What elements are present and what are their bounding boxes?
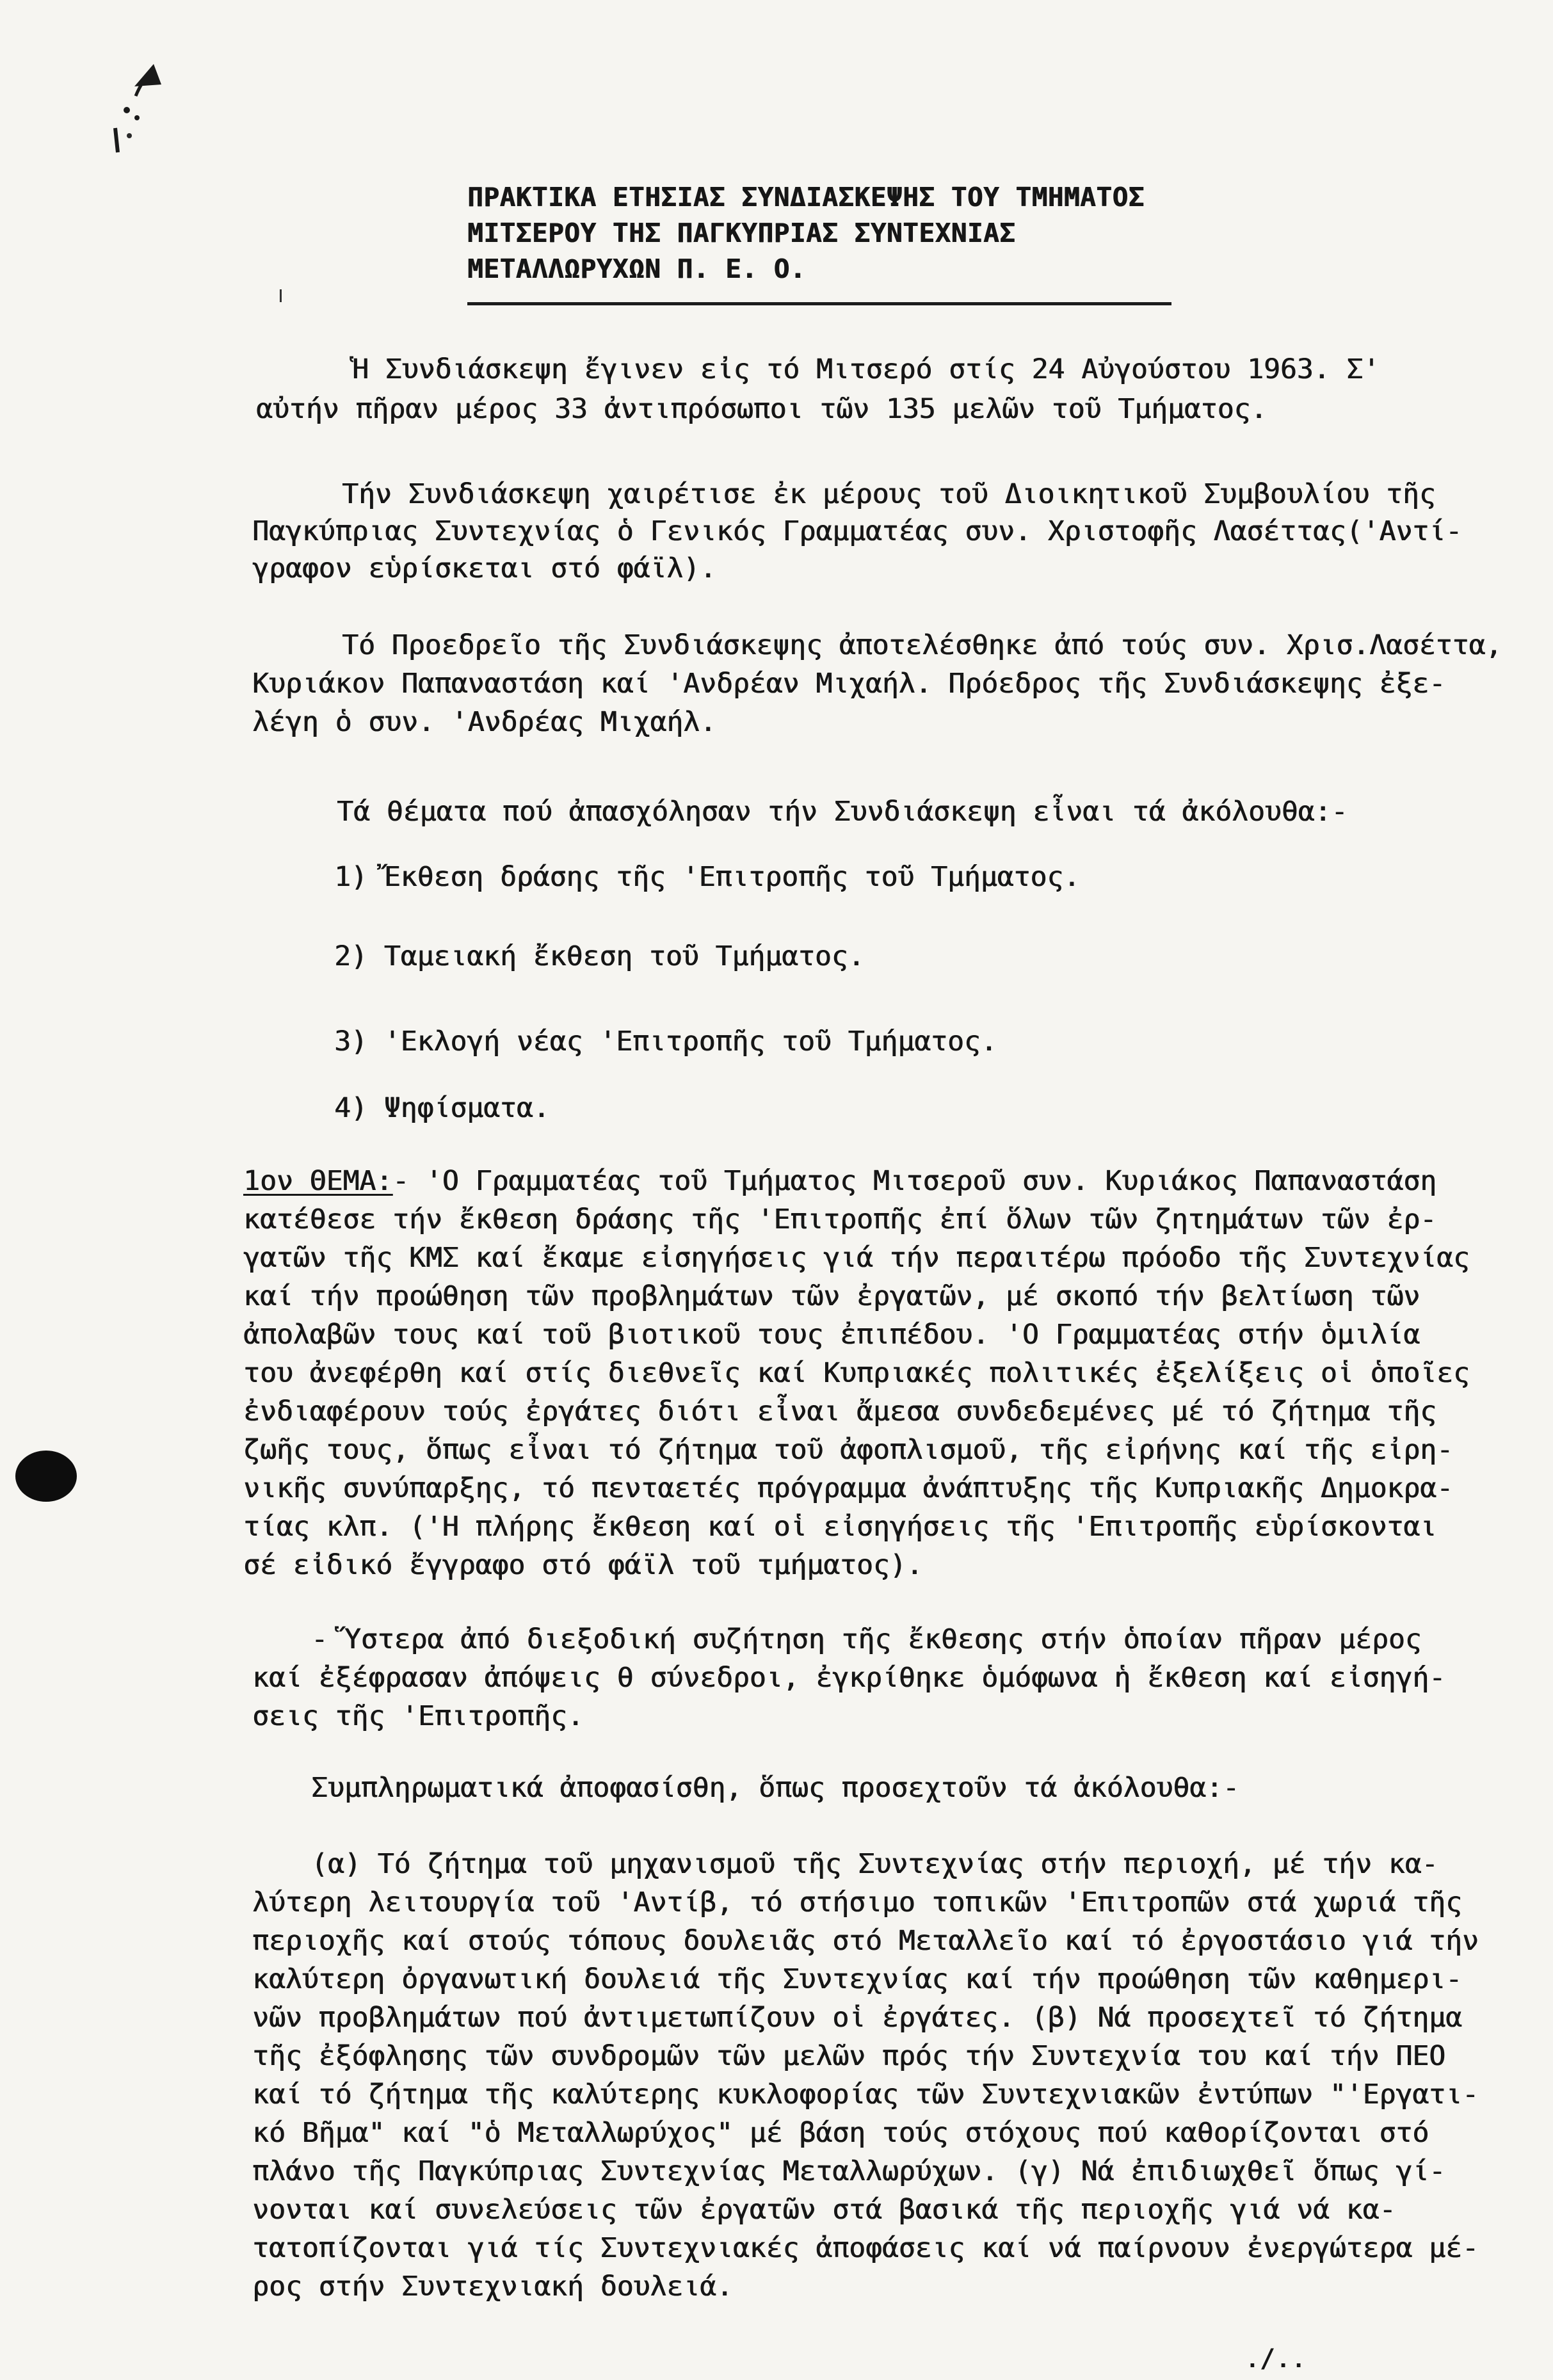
text-line	[243, 1162, 1470, 1200]
agenda-item: 1) Ἔκθεση δράσης τῆς 'Επιτροπῆς τοῦ Τμήματος.	[334, 861, 1080, 893]
text-line: καί τό ζήτημα τῆς καλύτερης κυκλοφορίας τῶν Συντεχνιακῶν ἐντύπων "'Εργατι-	[252, 2078, 1479, 2111]
text-line: Τό Προεδρεῖο τῆς Συνδιάσκεψης ἀποτελέσθηκε ἀπό τούς συν. Χρισ.Λασέττα,	[342, 629, 1502, 661]
text-line: ζωῆς τους, ὅπως εἶναι τό ζήτημα τοῦ ἀφοπλισμοῦ, τῆς εἰρήνης καί τῆς εἰρη-	[243, 1434, 1453, 1466]
text-line: - Ὕστερα ἀπό διεξοδική συζήτηση τῆς ἔκθεσης στήν ὁποίαν πῆραν μέρος	[311, 1623, 1422, 1655]
text-line: Κυριάκον Παπαναστάση καί 'Ανδρέαν Μιχαήλ. Πρόεδρος τῆς Συνδιάσκεψης ἐξε-	[252, 668, 1445, 700]
text-line: γραφον εὑρίσκεται στό φάϊλ).	[252, 552, 716, 584]
supplementary-intro	[311, 1769, 1239, 1807]
text-line: λύτερη λειτουργία τοῦ 'Αντίβ, τό στήσιμο τοπικῶν 'Επιτροπῶν στά χωριά τῆς	[252, 1886, 1462, 1918]
title-line: ΜΕΤΑΛΛΩΡΥΧΩΝ Π. Ε. Ο.	[467, 253, 806, 284]
text-line-content: - 'Ο Γραμματέας τοῦ Τμήματος Μιτσεροῦ συν. Κυριάκος Παπαναστάση	[392, 1165, 1436, 1197]
agenda-item: 4) Ψηφίσματα.	[334, 1092, 550, 1124]
text-line: νῶν προβλημάτων πού ἀντιμετωπίζουν οἱ ἐργάτες. (β) Νά προσεχτεῖ τό ζήτημα	[252, 2002, 1462, 2034]
title-line: ΜΙΤΣΕΡΟΥ ΤΗΣ ΠΑΓΚΥΠΡΙΑΣ ΣΥΝΤΕΧΝΙΑΣ	[467, 218, 1016, 248]
text-line: τίας κλπ. ('Η πλήρης ἔκθεση καί οἱ εἰσηγήσεις τῆς 'Επιτροπῆς εὑρίσκονται	[243, 1511, 1436, 1543]
text-line: Ἡ Συνδιάσκεψη ἔγινεν εἰς τό Μιτσερό στίς 24 Αὐγούστου 1963. Σ'	[352, 353, 1380, 385]
text-line: νονται καί συνελεύσεις τῶν ἐργατῶν στά βασικά τῆς περιοχῆς γιά νά κα-	[252, 2194, 1396, 2226]
continuation-mark	[1244, 2344, 1306, 2374]
decisions-paragraph	[252, 1845, 1479, 2306]
text-line: σεις τῆς 'Επιτροπῆς.	[252, 1700, 584, 1732]
title-underline	[467, 302, 1171, 305]
agenda-intro	[337, 792, 1348, 831]
topic-one-label: 1ον ΘΕΜΑ:	[243, 1165, 392, 1197]
text-line: ἐνδιαφέρουν τούς ἐργάτες διότι εἶναι ἄμεσα συνδεδεμένες μέ τό ζήτημα τῆς	[243, 1395, 1436, 1427]
text-line: κό Βῆμα" καί "ὁ Μεταλλωρύχος" μέ βάση τούς στόχους πού καθορίζονται στό	[252, 2117, 1429, 2149]
text-line: του ἀνεφέρθη καί στίς διεθνεῖς καί Κυπριακές πολιτικές ἐξελίξεις οἱ ὁποῖες	[243, 1357, 1470, 1389]
text-line: (α) Τό ζήτημα τοῦ μηχανισμοῦ τῆς Συντεχνίας στήν περιοχή, μέ τήν κα-	[311, 1848, 1438, 1880]
text-line: περιοχῆς καί στούς τόπους δουλειᾶς στό Μεταλλεῖο καί τό ἐργοστάσιο γιά τήν	[252, 1925, 1479, 1957]
text-line: τῆς ἐξόφλησης τῶν συνδρομῶν τῶν μελῶν πρός τήν Συντεχνία του καί τήν ΠΕΟ	[252, 2040, 1445, 2072]
margin-scribble	[90, 51, 192, 166]
text-line: ρος στήν Συντεχνιακή δουλειά.	[252, 2271, 733, 2303]
greeting-paragraph	[252, 476, 1462, 587]
text-line: Παγκύπριας Συντεχνίας ὁ Γενικός Γραμματέας συν. Χριστοφῆς Λασέττας('Αντί-	[252, 515, 1462, 547]
presidium-paragraph	[252, 626, 1502, 741]
intro-paragraph	[256, 350, 1380, 429]
stray-mark	[280, 289, 282, 302]
ink-blot	[13, 1448, 79, 1504]
topic-one-section	[243, 1162, 1470, 1584]
text-line: Συμπληρωματικά ἀποφασίσθη, ὅπως προσεχτοῦν τά ἀκόλουθα:-	[311, 1772, 1239, 1804]
text-line: καλύτερη ὀργανωτική δουλειά τῆς Συντεχνίας καί τήν προώθηση τῶν καθημερι-	[252, 1963, 1462, 1995]
text-line: τατοπίζονται γιά τίς Συντεχνιακές ἀποφάσεις καί νά παίρνουν ἐνεργώτερα μέ-	[252, 2232, 1479, 2264]
text-line: καί ἐξέφρασαν ἀπόψεις θ σύνεδροι, ἐγκρίθηκε ὁμόφωνα ἡ ἔκθεση καί εἰσηγή-	[252, 1662, 1445, 1694]
document-title	[467, 179, 1145, 287]
text-line: γατῶν τῆς ΚΜΣ καί ἔκαμε εἰσηγήσεις γιά τήν περαιτέρω πρόοδο τῆς Συντεχνίας	[243, 1242, 1470, 1274]
title-line: ΠΡΑΚΤΙΚΑ ΕΤΗΣΙΑΣ ΣΥΝΔΙΑΣΚΕΨΗΣ ΤΟΥ ΤΜΗΜΑΤΟΣ	[467, 182, 1145, 213]
text-line: αὐτήν πῆραν μέρος 33 ἀντιπρόσωποι τῶν 135 μελῶν τοῦ Τμήματος.	[256, 393, 1267, 425]
text-line: Τήν Συνδιάσκεψη χαιρέτισε ἐκ μέρους τοῦ Διοικητικοῦ Συμβουλίου τῆς	[342, 478, 1436, 510]
agenda-item: 3) 'Εκλογή νέας 'Επιτροπῆς τοῦ Τμήματος.	[334, 1025, 997, 1057]
text-line: νικῆς συνύπαρξης, τό πενταετές πρόγραμμα ἀνάπτυξης τῆς Κυπριακῆς Δημοκρα-	[243, 1472, 1453, 1504]
text-line: Τά θέματα πού ἀπασχόλησαν τήν Συνδιάσκεψη εἶναι τά ἀκόλουθα:-	[337, 796, 1348, 828]
approval-paragraph	[252, 1620, 1445, 1735]
text-line: σέ εἰδικό ἔγγραφο στό φάϊλ τοῦ τμήματος).	[243, 1549, 923, 1581]
text-line: ./..	[1244, 2344, 1307, 2374]
agenda-item: 2) Ταμειακή ἔκθεση τοῦ Τμήματος.	[334, 940, 865, 972]
text-line: καί τήν προώθηση τῶν προβλημάτων τῶν ἐργατῶν, μέ σκοπό τήν βελτίωση τῶν	[243, 1280, 1420, 1312]
agenda-list	[334, 858, 1230, 1133]
text-line: κατέθεσε τήν ἔκθεση δράσης τῆς 'Επιτροπῆς ἐπί ὅλων τῶν ζητημάτων τῶν ἐρ-	[243, 1203, 1436, 1235]
text-line: ἀπολαβῶν τους καί τοῦ βιοτικοῦ τους ἐπιπέδου. 'Ο Γραμματέας στήν ὁμιλία	[243, 1319, 1420, 1351]
text-line: πλάνο τῆς Παγκύπριας Συντεχνίας Μεταλλωρύχων. (γ) Νά ἐπιδιωχθεῖ ὅπως γί-	[252, 2155, 1445, 2187]
text-line: λέγη ὁ συν. 'Ανδρέας Μιχαήλ.	[252, 706, 716, 738]
